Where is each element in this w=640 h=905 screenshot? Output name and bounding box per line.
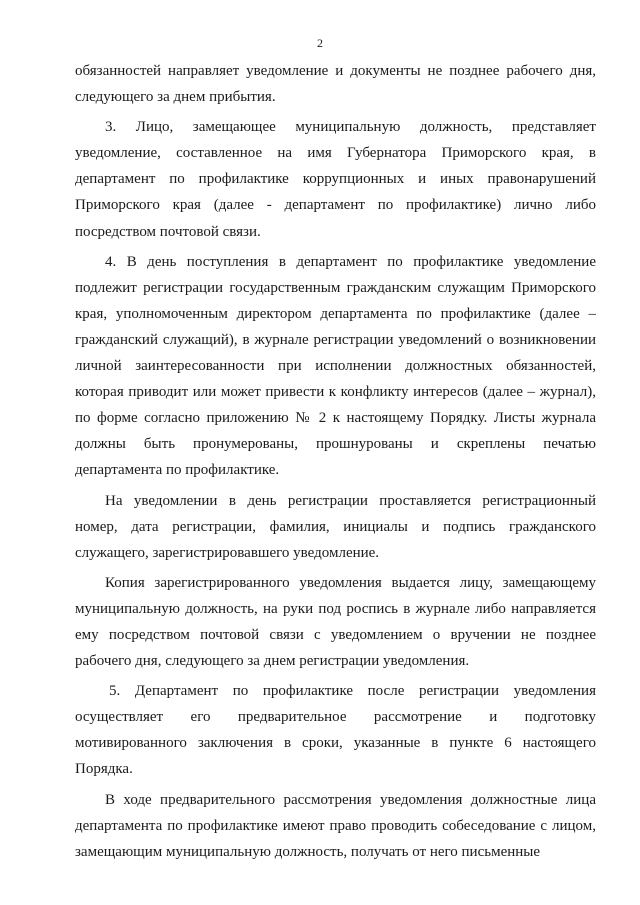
text-line: края, уполномоченным директором департамента по профилактике (далее –	[75, 305, 596, 322]
text-line: мотивированного заключения в сроки, указанные в пункте 6 настоящего	[75, 735, 596, 752]
text-line: департамент по профилактике коррупционных и иных правонарушений	[75, 171, 596, 188]
text-line: личной заинтересованности при исполнении должностных обязанностей,	[75, 358, 596, 375]
text-line: которая приводит или может привести к конфликту интересов (далее – журнал),	[75, 384, 596, 401]
text-line: посредством почтовой связи.	[75, 223, 261, 240]
page-number: 2	[317, 36, 323, 50]
text-line: Порядка.	[75, 761, 133, 778]
text-line: по форме согласно приложению № 2 к настоящему Порядку. Листы журнала	[75, 410, 596, 427]
text-line: ему посредством почтовой связи с уведомлением о вручении не позднее	[75, 626, 596, 643]
text-line: 4. В день поступления в департамент по профилактике уведомление	[105, 253, 596, 270]
text-line: следующего за днем прибытия.	[75, 89, 276, 106]
text-line: 5. Департамент по профилактике после регистрации уведомления	[109, 683, 596, 700]
text-line: обязанностей направляет уведомление и документы не позднее рабочего дня,	[75, 63, 596, 79]
text-line: замещающим муниципальную должность, получать от него письменные	[75, 843, 541, 860]
paragraph	[75, 58, 596, 110]
document-body	[75, 58, 596, 865]
text-line: уведомление, составленное на имя Губернатора Приморского края, в	[75, 145, 596, 162]
paragraph	[75, 570, 596, 674]
text-line: Приморского края (далее - департамент по профилактике) лично либо	[75, 197, 596, 214]
text-line: гражданский служащий), в журнале регистрации уведомлений о возникновении	[75, 331, 596, 348]
text-line: 3. Лицо, замещающее муниципальную должность, представляет	[105, 119, 596, 136]
text-line: Копия зарегистрированного уведомления выдается лицу, замещающему	[105, 574, 596, 591]
paragraph	[75, 488, 596, 566]
text-line: подлежит регистрации государственным гражданским служащим Приморского	[75, 279, 596, 296]
text-line: департамента по профилактике имеют право проводить собеседование с лицом,	[75, 817, 596, 834]
text-line: департамента по профилактике.	[75, 462, 280, 479]
text-line: рабочего дня, следующего за днем регистрации уведомления.	[75, 653, 470, 670]
text-line: осуществляет его предварительное рассмотрение и подготовку	[75, 709, 596, 726]
text-line: служащего, зарегистрировавшего уведомление.	[75, 544, 380, 561]
text-line: В ходе предварительного рассмотрения уведомления должностные лица	[105, 791, 596, 808]
paragraph	[75, 114, 596, 244]
paragraph	[75, 249, 596, 484]
text-line: номер, дата регистрации, фамилия, инициалы и подпись гражданского	[75, 518, 596, 535]
paragraph	[75, 678, 596, 782]
text-line: должны быть пронумерованы, прошнурованы и скреплены печатью	[75, 436, 596, 453]
paragraph	[75, 787, 596, 865]
text-line: На уведомлении в день регистрации проставляется регистрационный	[105, 492, 596, 509]
text-line: муниципальную должность, на руки под роспись в журнале либо направляется	[75, 600, 596, 617]
